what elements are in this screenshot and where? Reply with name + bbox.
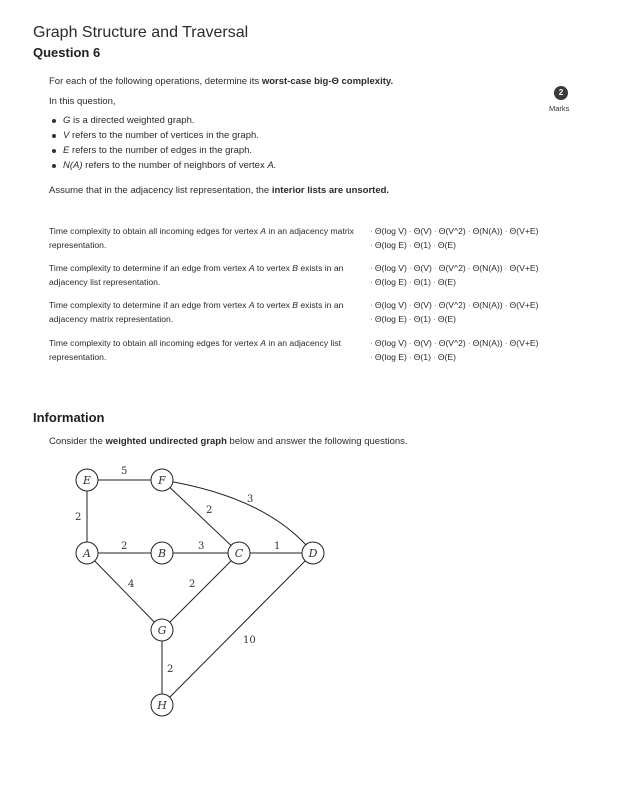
option[interactable]: Θ(V) bbox=[413, 263, 432, 273]
option[interactable]: Θ(log V) bbox=[374, 300, 407, 310]
option[interactable]: Θ(log V) bbox=[374, 226, 407, 236]
definition-var: N(A) bbox=[63, 160, 83, 171]
option[interactable]: Θ(V) bbox=[413, 300, 432, 310]
option[interactable]: Θ(V+E) bbox=[509, 338, 539, 348]
question-text-part: Time complexity to obtain all incoming edges for vertex bbox=[49, 226, 261, 236]
edge-weights bbox=[75, 466, 280, 675]
option[interactable]: Θ(E) bbox=[437, 240, 456, 250]
option[interactable]: Θ(1) bbox=[413, 277, 431, 287]
question-var: A bbox=[260, 338, 267, 348]
question-text-part: Time complexity to determine if an edge from vertex bbox=[49, 263, 249, 273]
option[interactable]: Θ(1) bbox=[413, 240, 431, 250]
option[interactable]: Θ(E) bbox=[437, 277, 456, 287]
question-var: A bbox=[248, 300, 255, 310]
question-var: B bbox=[292, 300, 299, 310]
question-text-part: to vertex bbox=[254, 300, 293, 310]
question-text-part: Time complexity to determine if an edge from vertex bbox=[49, 300, 249, 310]
option[interactable]: Θ(E) bbox=[437, 352, 456, 362]
weight-B-C: 3 bbox=[198, 541, 205, 552]
option[interactable]: Θ(N(A)) bbox=[472, 338, 503, 348]
weight-F-C: 2 bbox=[206, 505, 213, 516]
edge-A-G bbox=[87, 553, 162, 630]
option[interactable]: Θ(N(A)) bbox=[472, 300, 503, 310]
question-text-part: Time complexity to obtain all incoming edges for vertex bbox=[49, 338, 261, 348]
option[interactable]: Θ(log V) bbox=[374, 338, 407, 348]
question-heading: Question 6 bbox=[33, 45, 101, 60]
weight-C-G: 2 bbox=[189, 579, 196, 590]
marks-badge: 2 bbox=[554, 86, 568, 100]
option[interactable]: Θ(E) bbox=[437, 314, 456, 324]
weight-E-A: 2 bbox=[75, 512, 82, 523]
weight-A-G: 4 bbox=[128, 579, 135, 590]
option[interactable]: Θ(log E) bbox=[374, 314, 407, 324]
node-label-H: H bbox=[157, 699, 167, 712]
weight-E-F: 5 bbox=[121, 466, 128, 477]
weight-A-B: 2 bbox=[121, 541, 128, 552]
option[interactable]: Θ(log E) bbox=[374, 277, 407, 287]
option[interactable]: Θ(V) bbox=[413, 226, 432, 236]
question-text-part: in an adjacency matrix representation. bbox=[49, 226, 354, 250]
option[interactable]: Θ(1) bbox=[413, 352, 431, 362]
page-title: Graph Structure and Traversal bbox=[33, 24, 249, 41]
edge-H-D bbox=[162, 553, 313, 705]
option[interactable]: Θ(V^2) bbox=[438, 226, 466, 236]
question-text-part: in an adjacency list representation. bbox=[49, 338, 342, 362]
option[interactable]: Θ(log V) bbox=[374, 263, 407, 273]
node-label-B: B bbox=[157, 547, 167, 560]
definition-text: refers to the number of edges in the graph. bbox=[69, 145, 253, 156]
option[interactable]: Θ(V) bbox=[413, 338, 432, 348]
definition-var: A. bbox=[267, 160, 277, 171]
node-label-E: E bbox=[82, 474, 92, 487]
question-text-part: exists in an adjacency list representation. bbox=[49, 263, 344, 287]
option[interactable]: Θ(N(A)) bbox=[472, 226, 503, 236]
node-label-C: C bbox=[234, 547, 244, 560]
weight-G-H: 2 bbox=[167, 664, 174, 675]
option[interactable]: Θ(log E) bbox=[374, 352, 407, 362]
option[interactable]: Θ(log E) bbox=[374, 240, 407, 250]
information-tail: below and answer the following questions. bbox=[226, 436, 408, 447]
node-label-F: F bbox=[158, 474, 166, 487]
marks-label: Marks bbox=[549, 104, 570, 113]
question-text-part: to vertex bbox=[254, 263, 293, 273]
option[interactable]: Θ(V^2) bbox=[438, 263, 466, 273]
option[interactable]: Θ(N(A)) bbox=[472, 263, 503, 273]
edge-C-G bbox=[162, 553, 239, 630]
intro-lead: For each of the following operations, determine its bbox=[49, 76, 262, 87]
node-label-A: A bbox=[83, 547, 91, 560]
question-var: A bbox=[260, 226, 267, 236]
intro-in-question: In this question, bbox=[49, 96, 116, 107]
option[interactable]: Θ(V+E) bbox=[509, 263, 539, 273]
answer-options: · Θ(log V) · Θ(V) · Θ(V^2) · Θ(N(A)) · Θ(V+E) · Θ(log E) · Θ(1) · Θ(E) bbox=[370, 263, 539, 287]
answer-options: · Θ(log V) · Θ(V) · Θ(V^2) · Θ(N(A)) · Θ(V+E) · Θ(log E) · Θ(1) · Θ(E) bbox=[370, 338, 539, 362]
option[interactable]: Θ(V^2) bbox=[438, 338, 466, 348]
intro-lead-bold: worst-case big-Θ complexity. bbox=[261, 76, 394, 87]
node-label-D: D bbox=[308, 547, 318, 560]
assumption-bold: interior lists are unsorted. bbox=[271, 185, 390, 196]
definition-text: refers to the number of vertices in the graph. bbox=[69, 130, 259, 141]
answer-options: · Θ(log V) · Θ(V) · Θ(V^2) · Θ(N(A)) · Θ(V+E) · Θ(log E) · Θ(1) · Θ(E) bbox=[370, 300, 539, 324]
definition-var: E bbox=[63, 145, 70, 156]
information-heading: Information bbox=[33, 410, 105, 425]
information-bold: weighted undirected graph bbox=[105, 436, 227, 447]
option[interactable]: Θ(V+E) bbox=[509, 300, 539, 310]
definition-text: is a directed weighted graph. bbox=[70, 115, 195, 126]
option[interactable]: Θ(1) bbox=[413, 314, 431, 324]
option[interactable]: Θ(V^2) bbox=[438, 300, 466, 310]
assumption-lead: Assume that in the adjacency list representation, the bbox=[49, 185, 272, 196]
answer-options: · Θ(log V) · Θ(V) · Θ(V^2) · Θ(N(A)) · Θ(V+E) · Θ(log E) · Θ(1) · Θ(E) bbox=[370, 226, 539, 250]
weight-H-D: 10 bbox=[243, 635, 256, 646]
definition-text: refers to the number of neighbors of vertex bbox=[82, 160, 268, 171]
question-var: B bbox=[292, 263, 299, 273]
question-text-part: exists in an adjacency matrix representation. bbox=[49, 300, 344, 324]
node-label-G: G bbox=[157, 624, 167, 637]
question-var: A bbox=[248, 263, 255, 273]
weight-F-D: 3 bbox=[247, 494, 254, 505]
option[interactable]: Θ(V+E) bbox=[509, 226, 539, 236]
definition-var: V bbox=[63, 130, 70, 141]
weight-C-D: 1 bbox=[274, 541, 281, 552]
definition-var: G bbox=[63, 115, 71, 126]
information-lead: Consider the bbox=[49, 436, 106, 447]
